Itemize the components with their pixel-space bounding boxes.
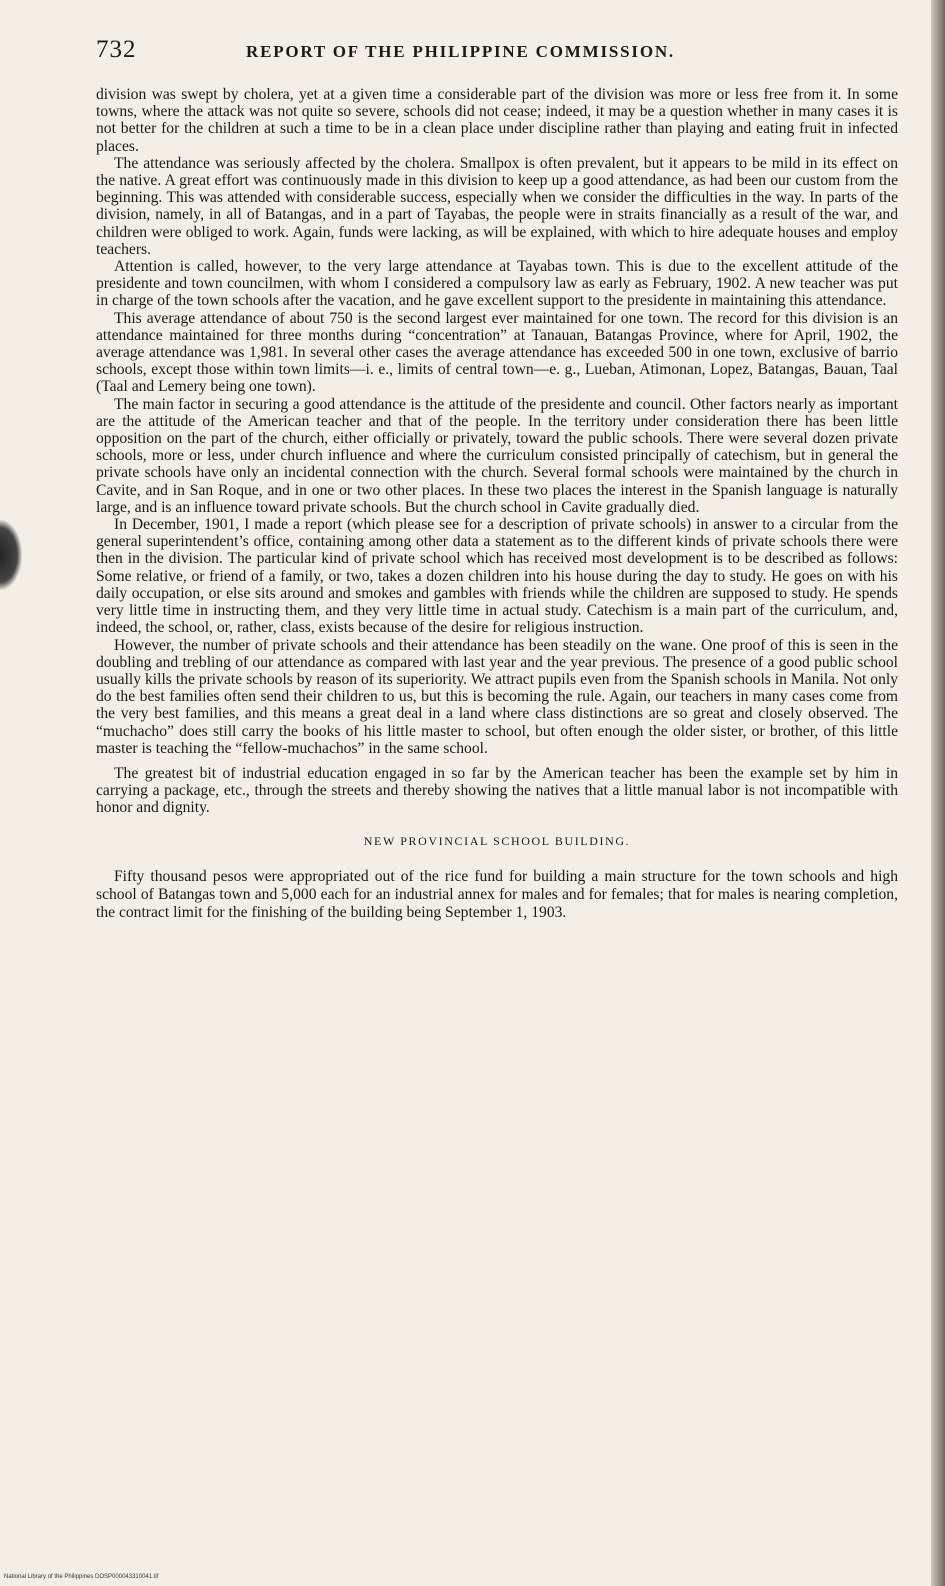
document-page — [96, 36, 898, 922]
page-header — [96, 36, 898, 76]
body-text — [96, 86, 898, 922]
paragraph: division was swept by cholera, yet at a given time a considerable part of the division was more or less free from it. In some towns, where the attack was not quite so severe, schools did not cease; indeed, it may be a question whether in many cases it is not better for the children at such a time to be in a clean place under discipline rather than playing and eating fruit in infected places. — [96, 86, 898, 155]
section-heading: NEW PROVINCIAL SCHOOL BUILDING. — [363, 833, 631, 848]
paragraph: However, the number of private schools and their attendance has been steadily on the wane. One proof of this is seen in the doubling and trebling of our attendance as compared with last year and the year previous. The presence of a good public school usually kills the private schools by reason of its superiority. We attract pupils even from the Spanish schools in Manila. Not only do the best families often send their children to us, but this is becoming the rule. Again, our teachers in many cases come from the very best families, and this means a great deal in a land where class distinctions are so great and closely observed. The “muchacho” does still carry the books of his little master to school, but often enough the older sister, or brother, of this little master is teaching the “fellow-muchachos” in the same school. — [96, 636, 898, 757]
scan-thumb-shadow — [0, 520, 22, 590]
paragraph: The attendance was seriously affected by the cholera. Smallpox is often prevalent, but it appears to be mild in its effect on the native. A great effort was continuously made in this division to keep up a good attendance, as had been our custom from the beginning. This was attended with considerable success, especially when we consider the difficulties in the way. In parts of the division, namely, in all of Batangas, and in a part of Tayabas, the people were in straits financially as a result of the war, and children were obliged to work. Again, funds were lacking, as will be explained, with which to hire adequate houses and employ teachers. — [96, 154, 898, 258]
page-number: 732 — [96, 36, 137, 63]
paragraph: This average attendance of about 750 is the second largest ever maintained for one town. The record for this division is an attendance maintained for three months during “concentration” at Tanauan, Batangas Province, where for April, 1902, the average attendance was 1,981. In several other cases the average attendance has exceeded 500 in one town, exclusive of barrio schools, except those within town limits—i. e., limits of central town—e. g., Lueban, Atimonan, Lopez, Batangas, Bauan, Taal (Taal and Lemery being one town). — [96, 309, 898, 396]
paragraph: Attention is called, however, to the very large attendance at Tayabas town. This is due to the excellent attitude of the presidente and town councilmen, with whom I considered a compulsory law as early as February, 1902. A new teacher was put in charge of the town schools after the vacation, and he gave excellent support to the presidente in maintaining this attendance. — [96, 258, 898, 310]
paragraph: The greatest bit of industrial education engaged in so far by the American teacher has been the example set by him in carrying a package, etc., through the streets and thereby showing the natives that a little manual labor is not incompatible with honor and dignity. — [96, 764, 898, 817]
page-edge-shadow — [931, 0, 945, 1586]
paragraph: Fifty thousand pesos were appropriated out of the rice fund for building a main structure for the town schools and high school of Batangas town and 5,000 each for an industrial annex for males and for females; that for males is nearing completion, the contract limit for the finishing of the building being September 1, 1903. — [96, 867, 898, 921]
running-head: REPORT OF THE PHILIPPINE COMMISSION. — [246, 42, 675, 61]
paragraph: In December, 1901, I made a report (which please see for a description of private schools) in answer to a circular from the general superintendent’s office, containing among other data a statement as to the different kinds of private schools there were then in the division. The particular kind of private school which has received most development is to be described as follows: Some relative, or friend of a family, or two, takes a dozen children into his house during the day to study. He goes on with his daily occupation, or else sits around and smokes and gambles with friends while the children are supposed to study. He spends very little time in instructing them, and they very little time in actual study. Catechism is a main part of the curriculum, and, indeed, the school, or, rather, class, exists because of the desire for religious instruction. — [96, 516, 898, 637]
scan-footer: National Library of the Philippines DOSP000043310041.tif — [4, 1574, 159, 1580]
paragraph: The main factor in securing a good attendance is the attitude of the presidente and council. Other factors nearly as important are the attitude of the American teacher and that of the people. In the territory under consideration there has been little opposition on the part of the church, either officially or privately, toward the public schools. There were several dozen private schools, more or less, under church influence and where the curriculum consisted principally of catechism, but in general the private schools have only an incidental connection with the church. Several formal schools were maintained by the church in Cavite, and in San Roque, and in one or two other places. In these two places the interest in the Spanish language is naturally large, and is an influence toward private schools. But the church school in Cavite gradually died. — [96, 395, 898, 516]
